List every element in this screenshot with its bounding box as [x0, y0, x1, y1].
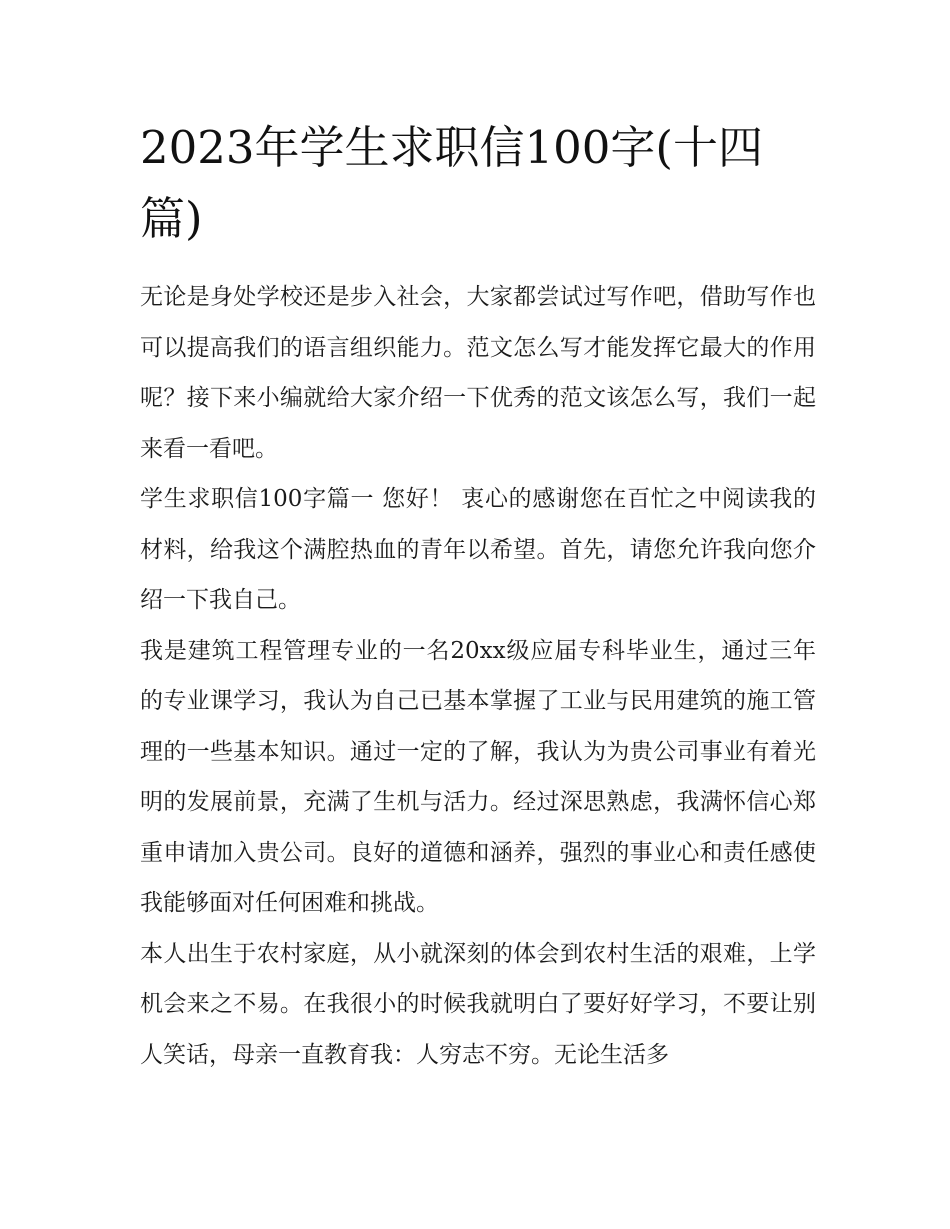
document-content [140, 112, 816, 1080]
document-title: 2023年学生求职信100字(十四篇) [140, 121, 763, 245]
paragraph-education: 我是建筑工程管理专业的一名20xx级应届专科毕业生，通过三年的专业课学习，我认为自己已基本掌握了工业与民用建筑的施工管理的一些基本知识。通过一定的了解，我认为为贵公司事业有着光明的发展前景，充满了生机与活力。经过深思熟虑，我满怀信心郑重申请加入贵公司。良好的道德和涵养，强烈的事业心和责任感使我能够面对任何困难和挑战。 [140, 637, 816, 916]
paragraph-background: 本人出生于农村家庭，从小就深刻的体会到农村生活的艰难，上学机会来之不易。在我很小的时候我就明白了要好好学习，不要让别人笑话，母亲一直教育我：人穷志不穷。无论生活多 [140, 940, 816, 1068]
document-body [140, 272, 816, 1080]
paragraph-intro: 无论是身处学校还是步入社会，大家都尝试过写作吧，借助写作也可以提高我们的语言组织能力。范文怎么写才能发挥它最大的作用呢？接下来小编就给大家介绍一下优秀的范文该怎么写，我们一起来看一看吧。 [140, 284, 816, 462]
paragraph-greeting: 学生求职信100字篇一 您好！ 衷心的感谢您在百忙之中阅读我的材料，给我这个满腔热血的青年以希望。首先，请您允许我向您介绍一下我自己。 [140, 486, 816, 613]
